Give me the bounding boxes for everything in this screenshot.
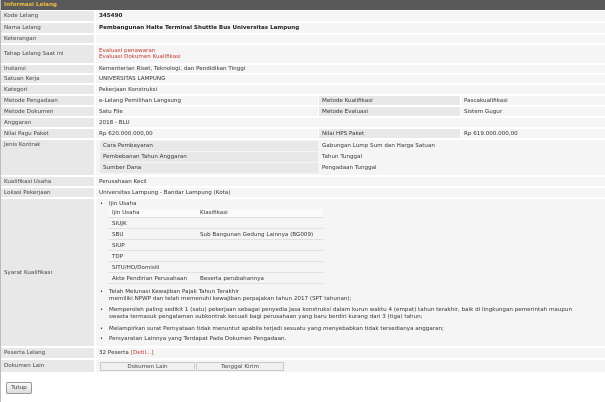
table-row xyxy=(108,275,323,284)
label-keterangan: Keterangan xyxy=(1,35,95,43)
ijin-name: SIUP xyxy=(112,243,125,249)
row-metode-pengadaan xyxy=(1,96,605,106)
row-nilai-pagu xyxy=(1,129,605,139)
tanggal-kirim-header: Tanggal Kirim xyxy=(196,362,284,371)
value-keterangan xyxy=(96,35,605,43)
ijin-table-header xyxy=(108,209,323,218)
row-jenis-kontrak xyxy=(1,140,605,176)
peserta-detail-link[interactable]: [Detil...] xyxy=(130,350,154,356)
ijin-name: SIUJK xyxy=(112,221,127,227)
value-metode-evaluasi: Sistem Gugur xyxy=(461,107,605,116)
label-nilai-hps: Nilai HPS Paket xyxy=(319,129,460,138)
table-row xyxy=(108,242,323,251)
row-keterangan xyxy=(1,35,605,44)
table-row xyxy=(108,231,323,240)
table-row xyxy=(108,264,323,273)
row-kode-lelang xyxy=(1,11,605,22)
bullet-icon: • xyxy=(100,336,103,342)
label-tahap: Tahap Lelang Saat ini xyxy=(1,45,95,63)
syarat-item: swasta termasuk pengalaman subkontrak kecuali bagi perusahaan yang baru berdiri kurang dari 3 (tiga) tahun; xyxy=(109,314,423,320)
value-kualifikasi-usaha: Perusahaan Kecil xyxy=(96,177,605,186)
bullet-icon: • xyxy=(100,201,103,207)
label-jenis-kontrak: Jenis Kontrak xyxy=(1,140,95,175)
label-dokumen-lain: Dokumen Lain xyxy=(1,360,95,372)
kontrak-label: Cara Pembayaran xyxy=(100,141,318,151)
kontrak-value: Tahun Tunggal xyxy=(322,154,363,160)
tahap-item: Evaluasi Dokumen Kualifikasi xyxy=(99,54,181,60)
syarat-item: Persyaratan Lainnya yang Terdapat Pada Dokumen Pengadaan. xyxy=(109,336,287,342)
label-metode-evaluasi: Metode Evaluasi xyxy=(319,107,460,116)
row-dokumen-lain xyxy=(1,360,605,373)
tahap-item: Evaluasi penawaran xyxy=(99,48,156,54)
row-tahap xyxy=(1,45,605,64)
value-metode-kualifikasi: Pascakualifikasi xyxy=(461,96,605,105)
label-metode-pengadaan: Metode Pengadaan xyxy=(1,96,95,105)
table-row xyxy=(108,253,323,262)
label-lokasi: Lokasi Pekerjaan xyxy=(1,188,95,197)
ijin-name: SBU xyxy=(112,232,124,238)
value-lokasi: Universitas Lampung - Bandar Lampung (Kota) xyxy=(96,188,605,197)
ijin-name: Akte Pendirian Perusahaan xyxy=(112,276,188,282)
value-kategori: Pekerjaan Konstruksi xyxy=(96,85,605,94)
ijin-usaha-title: Ijin Usaha xyxy=(109,201,137,207)
value-metode-dokumen: Satu File xyxy=(96,107,318,116)
value-metode-pengadaan: e-Lelang Pemilihan Langsung xyxy=(96,96,318,105)
value-nilai-hps: Rp 619.000.000,00 xyxy=(461,129,605,138)
ijin-name: SITU/HO/Domisili xyxy=(112,265,160,271)
syarat-item: Melampirkan surat Pernyataan tidak menuntut apabila terjadi sesuatu yang menyebabkan tidak tersedianya anggaran; xyxy=(109,326,444,332)
ijin-klas: Sub Bangunan Gedung Lainnya (BG009) xyxy=(200,232,314,238)
label-satuan-kerja: Satuan Kerja xyxy=(1,75,95,83)
ijin-header-col2: Klasifikasi xyxy=(200,210,228,216)
row-nama-lelang xyxy=(1,23,605,34)
ijin-header-col1: Ijin Usaha xyxy=(112,210,140,216)
label-peserta: Peserta Lelang xyxy=(1,348,95,358)
ijin-klas: Beserta perubahannya xyxy=(200,276,264,282)
ijin-name: TDP xyxy=(112,254,124,260)
label-kode-lelang: Kode Lelang xyxy=(1,11,95,21)
row-lokasi xyxy=(1,188,605,198)
kontrak-label: Sumber Dana xyxy=(100,163,318,173)
value-kode-lelang: 345490 xyxy=(96,11,605,21)
tutup-button[interactable]: Tutup xyxy=(6,382,32,394)
value-nama-lelang: Pembangunan Halte Terminal Shuttle Bus Universitas Lampung xyxy=(96,23,605,33)
value-peserta xyxy=(96,348,605,358)
row-syarat-kualifikasi xyxy=(1,199,605,347)
value-satuan-kerja: UNIVERSITAS LAMPUNG xyxy=(96,75,605,83)
value-tahap xyxy=(96,45,605,63)
row-instansi xyxy=(1,65,605,74)
kontrak-value: Gabungan Lump Sum dan Harga Satuan xyxy=(322,143,435,149)
peserta-count: 32 Peserta xyxy=(99,350,129,356)
label-kategori: Kategori xyxy=(1,85,95,94)
row-anggaran xyxy=(1,118,605,128)
bullet-icon: • xyxy=(100,289,103,295)
value-instansi: Kementerian Riset, Teknologi, dan Pendidikan Tinggi xyxy=(96,65,605,73)
row-kategori xyxy=(1,85,605,95)
syarat-item: Telah Melunasi Kewajiban Pajak Tahun Terakhir xyxy=(109,289,240,295)
syarat-item: memiliki NPWP dan telah memenuhi kewajiban perpajakan tahun 2017 (SPT tahunan); xyxy=(109,296,352,302)
value-nilai-pagu: Rp 620.000.000,00 xyxy=(96,129,318,138)
label-syarat-kualifikasi: Syarat Kualifikasi xyxy=(1,199,95,346)
label-anggaran: Anggaran xyxy=(1,118,95,127)
label-instansi: Instansi xyxy=(1,65,95,73)
label-nilai-pagu: Nilai Pagu Paket xyxy=(1,129,95,138)
row-peserta xyxy=(1,348,605,359)
kontrak-value: Pengadaan Tunggal xyxy=(322,165,377,171)
kontrak-label: Pembebanan Tahun Anggaran xyxy=(100,152,318,162)
label-metode-kualifikasi: Metode Kualifikasi xyxy=(319,96,460,105)
value-anggaran: 2018 - BLU xyxy=(96,118,605,127)
dokumen-lain-header: Dokumen Lain xyxy=(100,362,195,371)
row-metode-dokumen xyxy=(1,107,605,117)
row-satuan-kerja xyxy=(1,75,605,84)
panel-title: Informasi Lelang xyxy=(1,0,605,10)
label-nama-lelang: Nama Lelang xyxy=(1,23,95,33)
bullet-icon: • xyxy=(100,307,103,313)
bullet-icon: • xyxy=(100,326,103,332)
label-metode-dokumen: Metode Dokumen xyxy=(1,107,95,116)
syarat-item: Memperoleh paling sedikit 1 (satu) pekerjaan sebagai penyedia Jasa konstruksi dalam kurun waktu 4 (empat) tahun terakhir, baik di lingkungan pemerintah maupun xyxy=(109,307,573,313)
row-kualifikasi-usaha xyxy=(1,177,605,187)
label-kualifikasi-usaha: Kualifikasi Usaha xyxy=(1,177,95,186)
table-row xyxy=(108,220,323,229)
